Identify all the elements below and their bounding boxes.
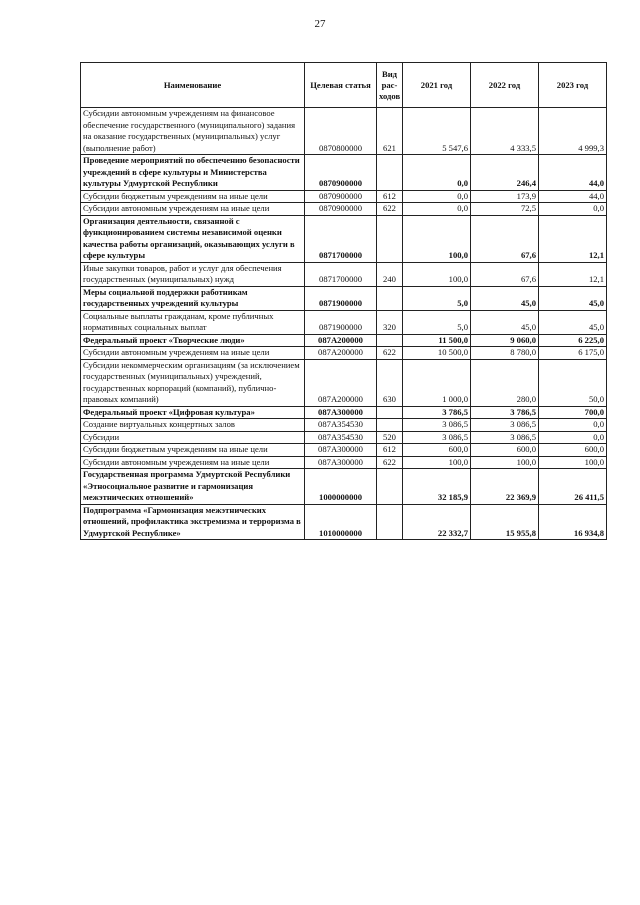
- header-code: Целевая статья: [305, 63, 377, 108]
- cell-y2022: 22 369,9: [471, 469, 539, 505]
- table-row: [81, 406, 607, 419]
- cell-name: Федеральный проект «Цифровая культура»: [81, 406, 305, 419]
- cell-y2021: 22 332,7: [403, 504, 471, 540]
- cell-code: 087A354530: [305, 419, 377, 432]
- cell-y2023: 4 999,3: [539, 108, 607, 155]
- budget-table: [80, 62, 607, 540]
- cell-type: 622: [377, 456, 403, 469]
- cell-y2021: 1 000,0: [403, 359, 471, 406]
- cell-y2022: 600,0: [471, 444, 539, 457]
- cell-y2021: 100,0: [403, 215, 471, 262]
- table-row: [81, 431, 607, 444]
- table-row: [81, 334, 607, 347]
- cell-y2023: 26 411,5: [539, 469, 607, 505]
- table-row: [81, 469, 607, 505]
- cell-y2022: 45,0: [471, 286, 539, 310]
- cell-y2023: 0,0: [539, 203, 607, 216]
- table-row: [81, 286, 607, 310]
- table-row: [81, 190, 607, 203]
- header-type: Вид рас-ходов: [377, 63, 403, 108]
- cell-y2021: 5 547,6: [403, 108, 471, 155]
- cell-y2021: 11 500,0: [403, 334, 471, 347]
- cell-y2022: 15 955,8: [471, 504, 539, 540]
- cell-y2022: 8 780,0: [471, 347, 539, 360]
- cell-y2022: 9 060,0: [471, 334, 539, 347]
- cell-y2023: 0,0: [539, 431, 607, 444]
- cell-code: 0870800000: [305, 108, 377, 155]
- cell-type: 240: [377, 262, 403, 286]
- cell-code: 0871700000: [305, 262, 377, 286]
- cell-type: [377, 286, 403, 310]
- cell-type: [377, 406, 403, 419]
- table-body: [81, 108, 607, 540]
- cell-y2021: 32 185,9: [403, 469, 471, 505]
- cell-name: Подпрограмма «Гармонизация межэтнических отношений, профилактика экстремизма и терроризма в Удмуртской Республике»: [81, 504, 305, 540]
- cell-name: Субсидии: [81, 431, 305, 444]
- cell-name: Меры социальной поддержки работникам государственных учреждений культуры: [81, 286, 305, 310]
- cell-y2021: 100,0: [403, 262, 471, 286]
- cell-y2021: 600,0: [403, 444, 471, 457]
- cell-name: Социальные выплаты гражданам, кроме публичных нормативных социальных выплат: [81, 310, 305, 334]
- cell-y2023: 6 175,0: [539, 347, 607, 360]
- cell-y2023: 700,0: [539, 406, 607, 419]
- cell-y2022: 3 786,5: [471, 406, 539, 419]
- cell-type: 612: [377, 190, 403, 203]
- cell-y2023: 12,1: [539, 262, 607, 286]
- cell-type: 320: [377, 310, 403, 334]
- cell-name: Государственная программа Удмуртской Республики «Этносоциальное развитие и гармонизация межэтнических отношений»: [81, 469, 305, 505]
- cell-type: 622: [377, 203, 403, 216]
- header-2022: 2022 год: [471, 63, 539, 108]
- cell-type: [377, 504, 403, 540]
- cell-name: Создание виртуальных концертных залов: [81, 419, 305, 432]
- cell-name: Субсидии автономным учреждениям на финансовое обеспечение государственного (муниципального) задания на оказание государственных (муниципальных) услуг (выполнение работ): [81, 108, 305, 155]
- page-number: 27: [314, 18, 326, 30]
- cell-y2023: 12,1: [539, 215, 607, 262]
- header-row: [81, 63, 607, 108]
- cell-name: Федеральный проект «Творческие люди»: [81, 334, 305, 347]
- cell-name: Иные закупки товаров, работ и услуг для обеспечения государственных (муниципальных) нужд: [81, 262, 305, 286]
- cell-type: [377, 419, 403, 432]
- cell-type: 630: [377, 359, 403, 406]
- cell-y2021: 100,0: [403, 456, 471, 469]
- cell-y2021: 5,0: [403, 310, 471, 334]
- cell-name: Субсидии автономным учреждениям на иные цели: [81, 203, 305, 216]
- table-row: [81, 310, 607, 334]
- cell-name: Субсидии бюджетным учреждениям на иные цели: [81, 444, 305, 457]
- cell-y2022: 67,6: [471, 262, 539, 286]
- cell-type: [377, 334, 403, 347]
- cell-type: [377, 469, 403, 505]
- cell-y2023: 6 225,0: [539, 334, 607, 347]
- cell-y2021: 3 086,5: [403, 431, 471, 444]
- cell-type: 621: [377, 108, 403, 155]
- header-name: Наименование: [81, 63, 305, 108]
- cell-name: Субсидии некоммерческим организациям (за исключением государственных (муниципальных) учреждений, государственных корпораций (компаний), публично-правовых компаний): [81, 359, 305, 406]
- cell-y2023: 45,0: [539, 286, 607, 310]
- cell-code: 087A300000: [305, 406, 377, 419]
- cell-y2023: 600,0: [539, 444, 607, 457]
- table-row: [81, 456, 607, 469]
- table-row: [81, 444, 607, 457]
- cell-name: Субсидии бюджетным учреждениям на иные цели: [81, 190, 305, 203]
- cell-y2023: 16 934,8: [539, 504, 607, 540]
- cell-code: 1000000000: [305, 469, 377, 505]
- cell-y2023: 50,0: [539, 359, 607, 406]
- cell-y2021: 0,0: [403, 190, 471, 203]
- table-row: [81, 108, 607, 155]
- cell-y2022: 3 086,5: [471, 431, 539, 444]
- cell-code: 0870900000: [305, 190, 377, 203]
- cell-y2023: 100,0: [539, 456, 607, 469]
- header-2021: 2021 год: [403, 63, 471, 108]
- cell-y2022: 173,9: [471, 190, 539, 203]
- cell-type: [377, 155, 403, 191]
- table-row: [81, 359, 607, 406]
- cell-type: 520: [377, 431, 403, 444]
- cell-y2021: 5,0: [403, 286, 471, 310]
- cell-y2021: 3 086,5: [403, 419, 471, 432]
- cell-y2021: 0,0: [403, 203, 471, 216]
- cell-name: Проведение мероприятий по обеспечению безопасности учреждений в сфере культуры и Министерства культуры Удмуртской Республики: [81, 155, 305, 191]
- table-row: [81, 203, 607, 216]
- cell-y2022: 100,0: [471, 456, 539, 469]
- cell-type: 622: [377, 347, 403, 360]
- table-row: [81, 215, 607, 262]
- cell-code: 087A300000: [305, 456, 377, 469]
- cell-y2022: 280,0: [471, 359, 539, 406]
- cell-code: 087A300000: [305, 444, 377, 457]
- cell-name: Организация деятельности, связанной с функционированием системы независимой оценки качества работы организаций, оказывающих услуги в сфере культуры: [81, 215, 305, 262]
- cell-code: 0871700000: [305, 215, 377, 262]
- table-row: [81, 262, 607, 286]
- cell-y2021: 3 786,5: [403, 406, 471, 419]
- header-2023: 2023 год: [539, 63, 607, 108]
- cell-code: 1010000000: [305, 504, 377, 540]
- cell-type: 612: [377, 444, 403, 457]
- cell-y2022: 246,4: [471, 155, 539, 191]
- cell-y2022: 45,0: [471, 310, 539, 334]
- cell-y2023: 45,0: [539, 310, 607, 334]
- cell-y2021: 10 500,0: [403, 347, 471, 360]
- table-row: [81, 419, 607, 432]
- table-row: [81, 155, 607, 191]
- cell-type: [377, 215, 403, 262]
- cell-code: 087A354530: [305, 431, 377, 444]
- cell-code: 0870900000: [305, 155, 377, 191]
- cell-code: 087A200000: [305, 334, 377, 347]
- cell-code: 0871900000: [305, 286, 377, 310]
- cell-y2023: 44,0: [539, 190, 607, 203]
- table-row: [81, 504, 607, 540]
- cell-code: 087A200000: [305, 359, 377, 406]
- cell-y2022: 4 333,5: [471, 108, 539, 155]
- cell-code: 0870900000: [305, 203, 377, 216]
- cell-name: Субсидии автономным учреждениям на иные цели: [81, 456, 305, 469]
- table-row: [81, 347, 607, 360]
- cell-y2023: 44,0: [539, 155, 607, 191]
- cell-y2022: 67,6: [471, 215, 539, 262]
- cell-y2022: 72,5: [471, 203, 539, 216]
- cell-y2021: 0,0: [403, 155, 471, 191]
- cell-y2022: 3 086,5: [471, 419, 539, 432]
- cell-y2023: 0,0: [539, 419, 607, 432]
- cell-code: 087A200000: [305, 347, 377, 360]
- cell-name: Субсидии автономным учреждениям на иные цели: [81, 347, 305, 360]
- cell-code: 0871900000: [305, 310, 377, 334]
